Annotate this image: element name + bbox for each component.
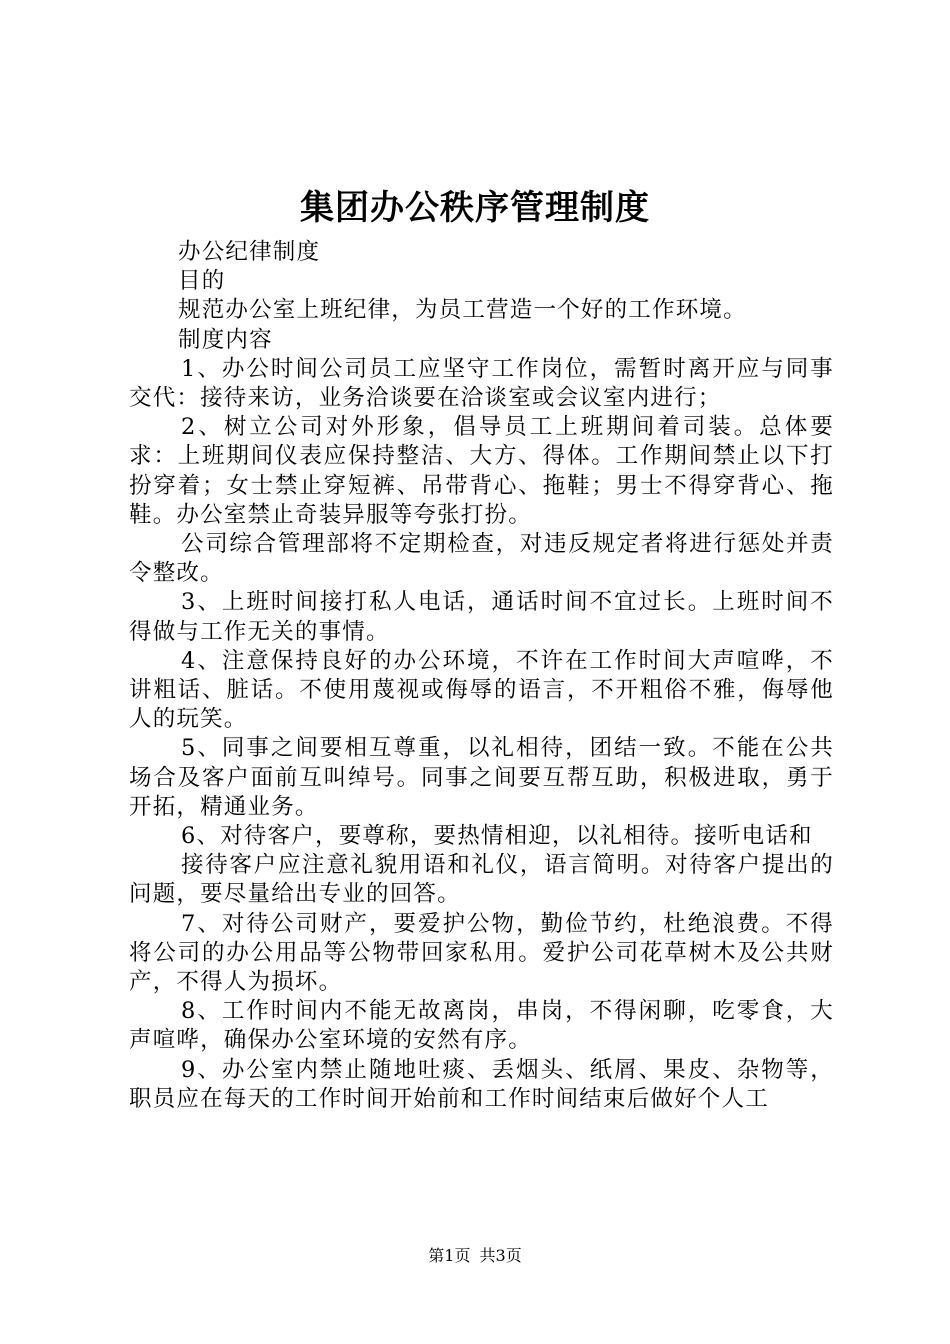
section-heading: 制度内容 [178, 326, 273, 353]
section-heading: 办公纪律制度 [178, 239, 321, 265]
page-footer [0, 1245, 950, 1267]
rule-item-2: 2、树立公司对外形象，倡导员工上班期间着司装。总体要求：上班期间仪表应保持整洁、大方、得体。工作期间禁止以下打扮穿着；女士禁止穿短裤、吊带背心、拖鞋；男士不得穿背心、拖鞋。办公室禁止奇装异服等夸张打扮。 [129, 414, 834, 528]
paragraph: 公司综合管理部将不定期检查，对违反规定者将进行惩处并责令整改。 [129, 531, 834, 587]
page-number: 第1页 [428, 1246, 471, 1265]
paragraph: 规范办公室上班纪律，为员工营造一个好的工作环境。 [178, 297, 747, 324]
section-heading: 目的 [178, 268, 226, 295]
rule-item-5: 5、同事之间要相互尊重，以礼相待，团结一致。不能在公共场合及客户面前互叫绰号。同事之间要互帮互助，积极进取，勇于开拓，精通业务。 [129, 735, 834, 820]
rule-item-6: 6、对待客户，要尊称，要热情相迎，以礼相待。接听电话和 [181, 823, 813, 850]
page-total: 共3页 [479, 1246, 522, 1265]
paragraph: 接待客户应注意礼貌用语和礼仪，语言简明。对待客户提出的问题，要尽量给出专业的回答。 [129, 852, 834, 908]
rule-item-3: 3、上班时间接打私人电话，通话时间不宜过长。上班时间不得做与工作无关的事情。 [129, 589, 834, 645]
document-title: 集团办公秩序管理制度 [300, 188, 650, 228]
document-body [129, 238, 834, 1114]
rule-item-8: 8、工作时间内不能无故离岗，串岗，不得闲聊，吃零食，大声喧哗，确保办公室环境的安然有序。 [129, 998, 834, 1054]
rule-item-4: 4、注意保持良好的办公环境，不许在工作时间大声喧哗，不讲粗话、脏话。不使用蔑视或侮辱的语言，不开粗俗不雅，侮辱他人的玩笑。 [129, 647, 834, 733]
rule-item-9: 9、办公室内禁止随地吐痰、丢烟头、纸屑、果皮、杂物等，职员应在每天的工作时间开始前和工作时间结束后做好个人工 [129, 1056, 834, 1112]
rule-item-7: 7、对待公司财产，要爱护公物，勤俭节约，杜绝浪费。不得将公司的办公用品等公物带回家私用。爱护公司花草树木及公共财产，不得人为损坏。 [129, 910, 834, 996]
rule-item-1: 1、办公时间公司员工应坚守工作岗位，需暂时离开应与同事交代：接待来访，业务洽谈要在洽谈室或会议室内进行； [129, 355, 834, 412]
